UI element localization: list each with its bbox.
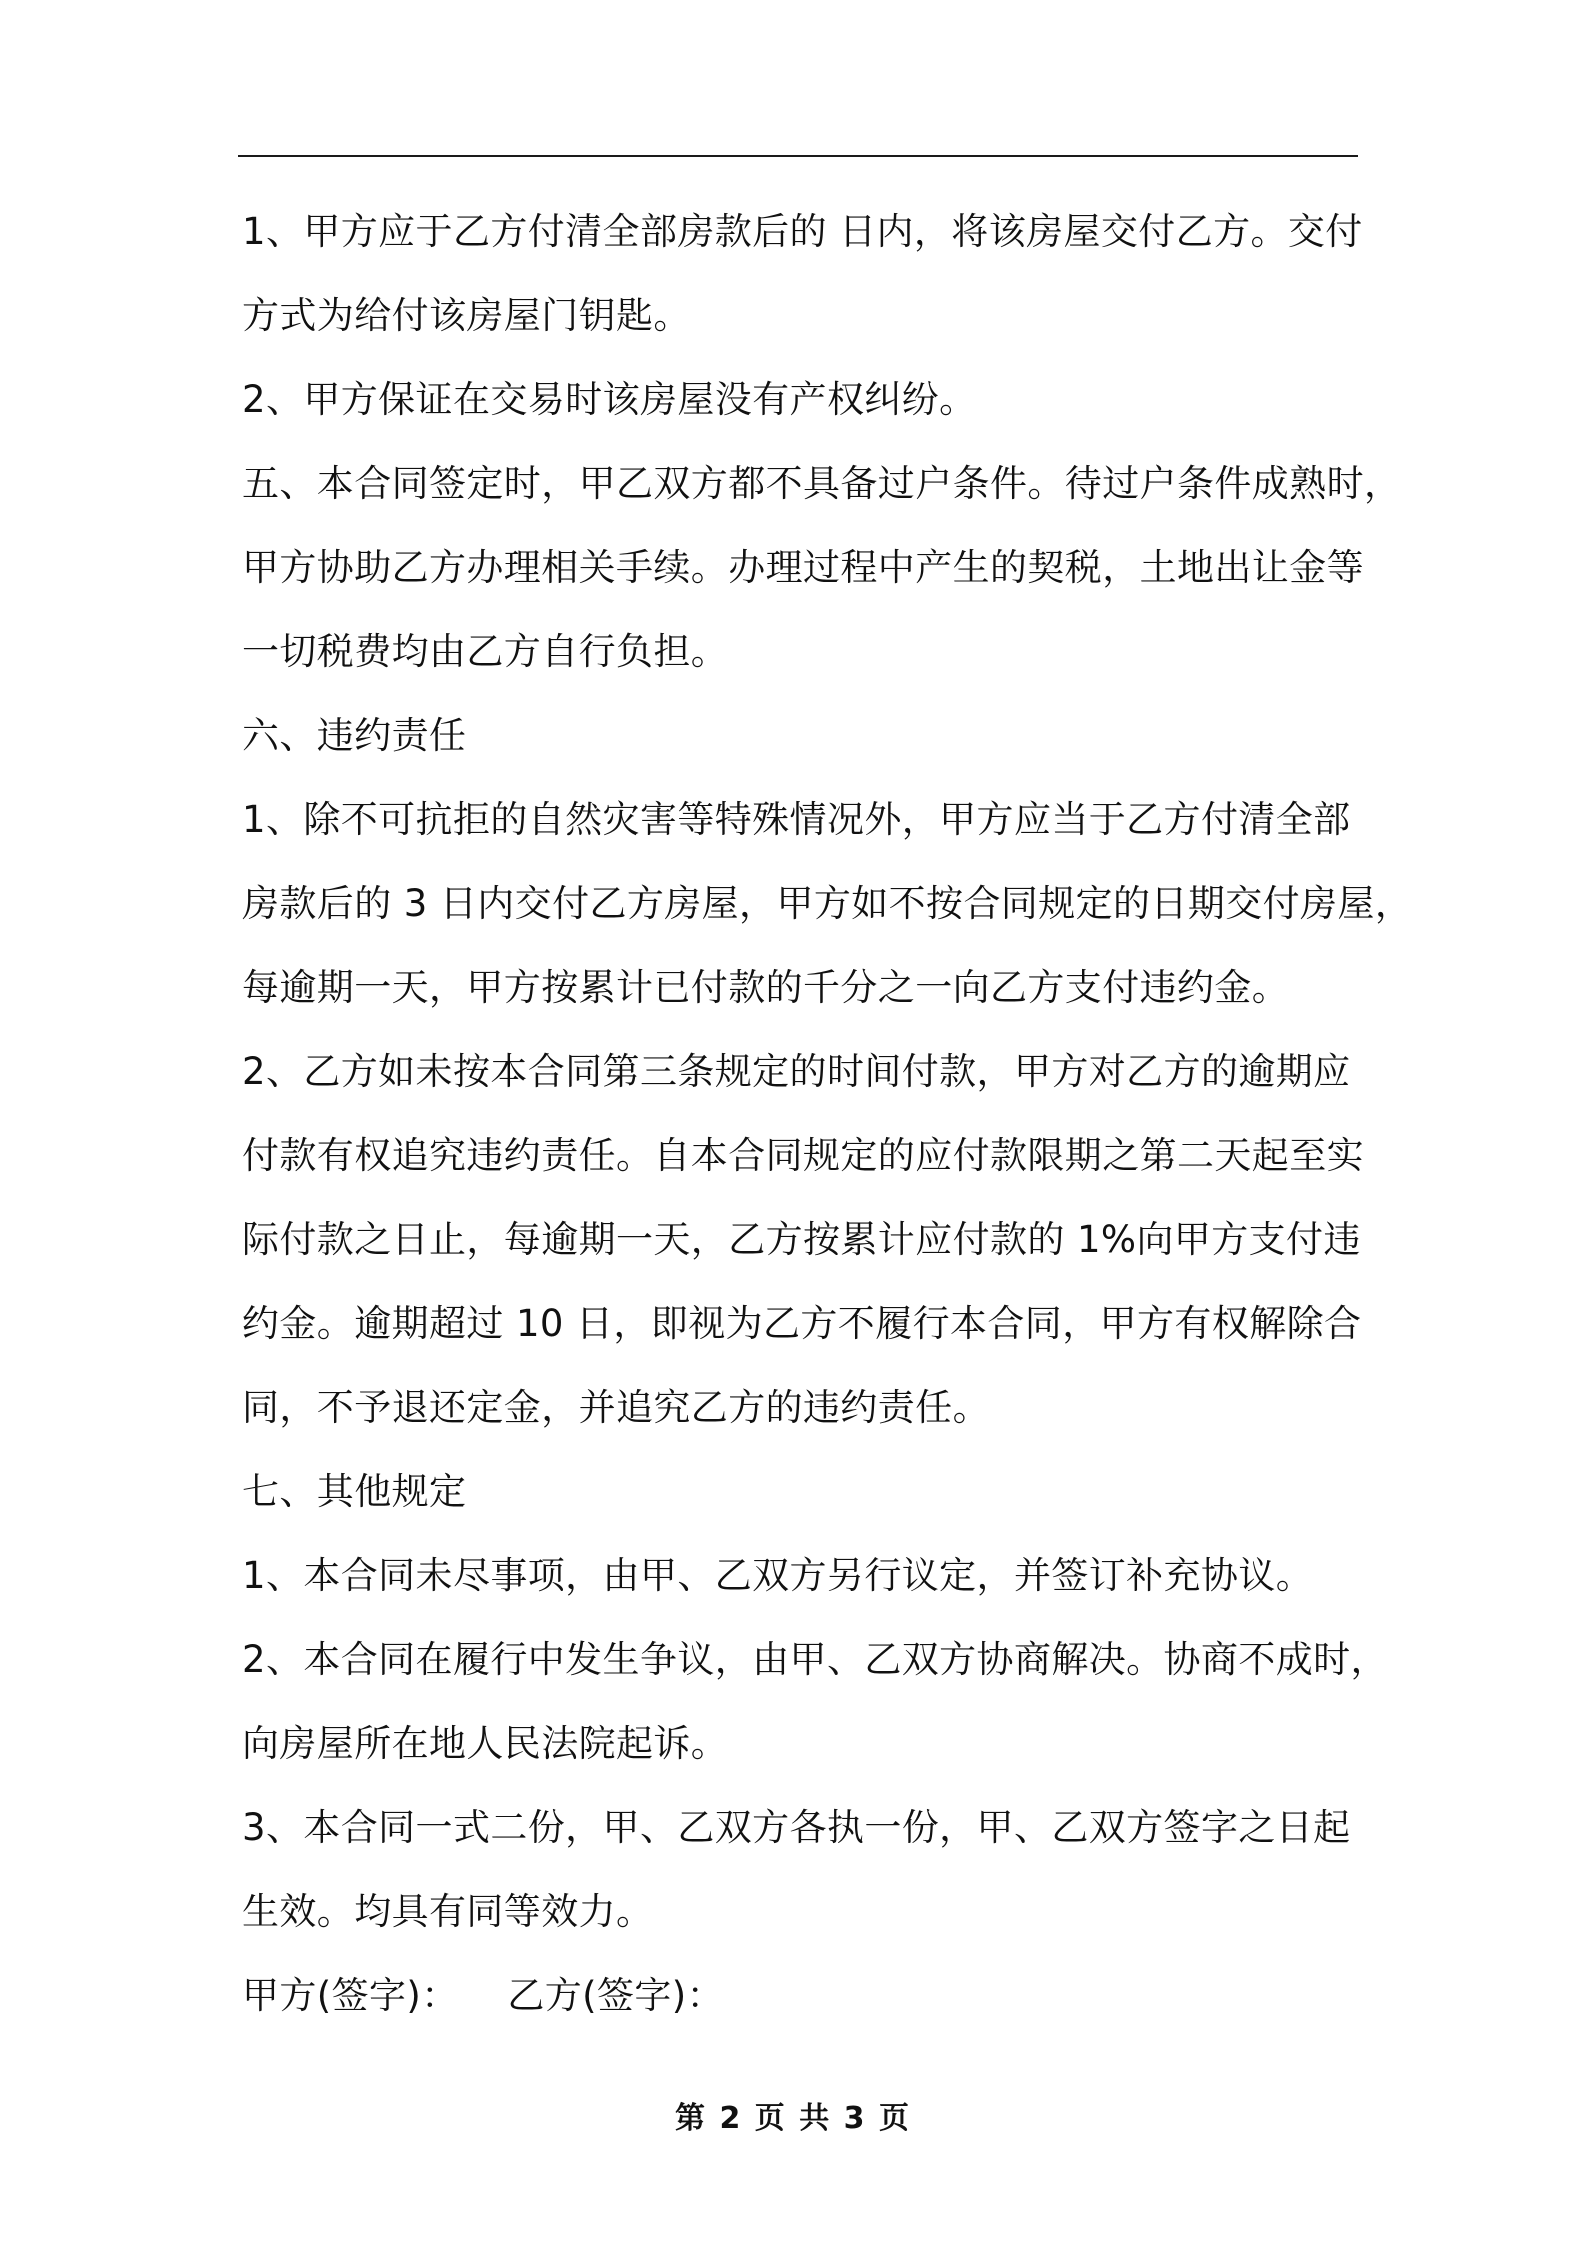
section-heading-other [242, 1450, 1367, 1534]
text-line: 际付款之日止，每逾期一天，乙方按累计应付款的 1%向甲方支付违 [242, 1218, 1361, 1261]
clause-other-2 [242, 1618, 1388, 1786]
text-line: 约金。逾期超过 10 日，即视为乙方不履行本合同，甲方有权解除合 [242, 1302, 1362, 1345]
text-line: 向房屋所在地人民法院起诉。 [242, 1722, 729, 1765]
text-line: 六、违约责任 [242, 714, 467, 757]
text-line: 五、本合同签定时，甲乙双方都不具备过户条件。待过户条件成熟时， [242, 462, 1402, 505]
text-line: 1、甲方应于乙方付清全部房款后的 日内，将该房屋交付乙方。交付 [242, 210, 1363, 253]
text-line: 一切税费均由乙方自行负担。 [242, 630, 729, 673]
text-line: 生效。均具有同等效力。 [242, 1890, 654, 1933]
clause-other-1 [242, 1534, 1367, 1618]
clause-delivery-1 [242, 190, 1367, 358]
clause-breach-2 [242, 1030, 1367, 1450]
clause-breach-1 [242, 778, 1413, 1030]
header-rule [238, 155, 1358, 157]
clause-delivery-2 [242, 358, 1367, 442]
clause-other-3 [242, 1786, 1367, 1954]
text-line: 甲方(签字)： 乙方(签字)： [242, 1974, 724, 2017]
signature-line [242, 1954, 1367, 2038]
text-line: 1、除不可抗拒的自然灾害等特殊情况外，甲方应当于乙方付清全部 [242, 798, 1351, 841]
text-line: 同，不予退还定金，并追究乙方的违约责任。 [242, 1386, 990, 1429]
text-line: 2、本合同在履行中发生争议，由甲、乙双方协商解决。协商不成时， [242, 1638, 1388, 1681]
text-line: 方式为给付该房屋门钥匙。 [242, 294, 691, 337]
text-line: 房款后的 3 日内交付乙方房屋，甲方如不按合同规定的日期交付房屋， [242, 882, 1413, 925]
clause-five-transfer [242, 442, 1402, 694]
text-line: 1、本合同未尽事项，由甲、乙双方另行议定，并签订补充协议。 [242, 1554, 1314, 1597]
page-number: 第 2 页 共 3 页 [675, 2101, 911, 2136]
text-line: 2、乙方如未按本合同第三条规定的时间付款，甲方对乙方的逾期应 [242, 1050, 1351, 1093]
document-body [242, 190, 1413, 2038]
text-line: 付款有权追究违约责任。自本合同规定的应付款限期之第二天起至实 [242, 1134, 1364, 1177]
text-line: 每逾期一天，甲方按累计已付款的千分之一向乙方支付违约金。 [242, 966, 1290, 1009]
text-line: 甲方协助乙方办理相关手续。办理过程中产生的契税，土地出让金等 [242, 546, 1364, 589]
text-line: 3、本合同一式二份，甲、乙双方各执一份，甲、乙双方签字之日起 [242, 1806, 1351, 1849]
section-heading-breach [242, 694, 1367, 778]
text-line: 2、甲方保证在交易时该房屋没有产权纠纷。 [242, 378, 977, 421]
text-line: 七、其他规定 [242, 1470, 467, 1513]
